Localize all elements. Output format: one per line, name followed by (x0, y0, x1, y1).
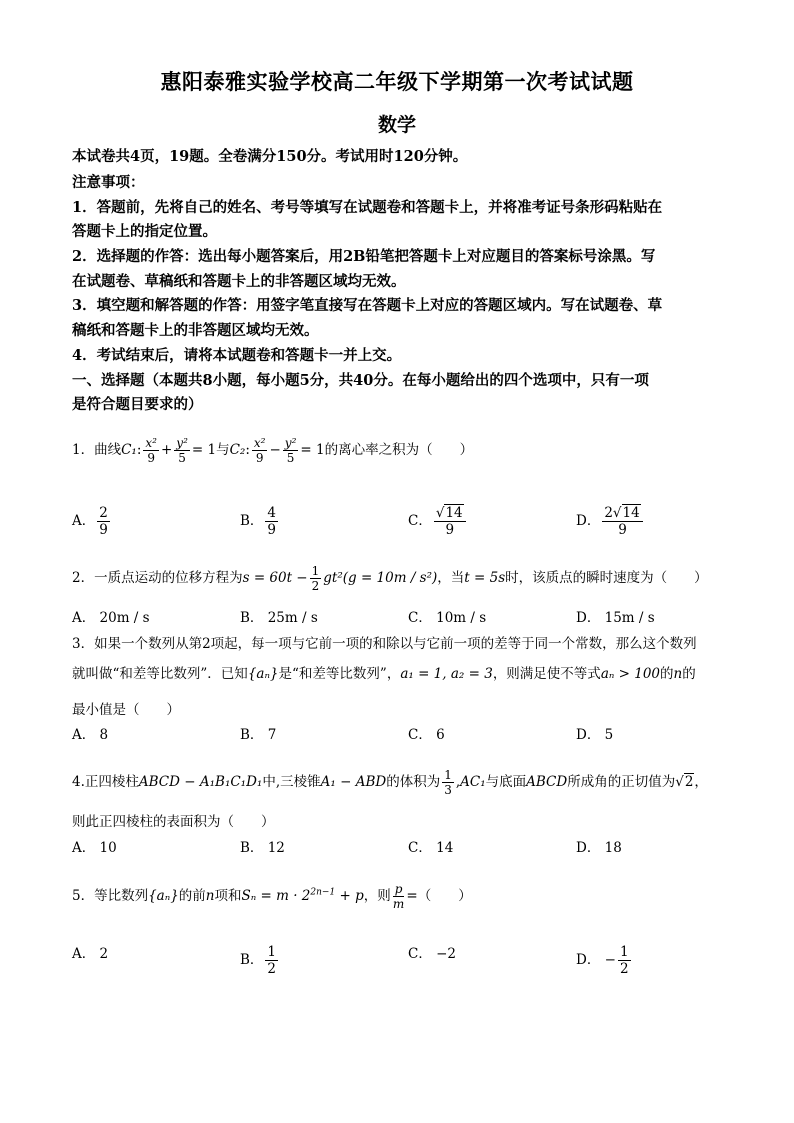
question-3-line-2: 就叫做“和差等比数列”．已知{aₙ}是“和差等比数列”，a₁ = 1, a₂ = 3，则满足使不等式aₙ > 100的n的 (72, 666, 696, 682)
q2-option-c[interactable]: C． 10m / s (408, 610, 487, 626)
note-3-line-2: 稿纸和答题卡上的非答题区域均无效。 (72, 322, 319, 339)
q2-option-d[interactable]: D． 15m / s (576, 610, 655, 626)
q5-option-c[interactable]: C． −2 (408, 946, 457, 962)
q1-fraction: $\frac{\text{y²}}{5}$ (176, 436, 188, 465)
question-4-line-2: 则此正四棱柱的表面积为（ ） (72, 814, 275, 830)
q1-fraction: $\frac{\text{y²}}{5}$ (284, 436, 297, 465)
note-3-line-1: 3．填空题和解答题的作答：用签字笔直接写在答题卡上对应的答题区域内。写在试题卷、草 (72, 297, 663, 314)
q4-option-c[interactable]: C． 14 (408, 840, 454, 856)
question-4-line-1: 4.正四棱柱ABCD − A₁B₁C₁D₁中,三棱锥A₁ − ABD的体积为 $\frac{1}{3}$ ,AC₁与底面ABCD所成角的正切值为√2， (72, 768, 708, 797)
note-2-line-2: 在试题卷、草稿纸和答题卡上的非答题区域均无效。 (72, 273, 406, 290)
q1-option-a[interactable]: A． $\frac{2}{9}$ (72, 505, 108, 538)
q5-option-b[interactable]: B． $\frac{1}{2}$ (240, 944, 277, 977)
q4-option-d[interactable]: D． 18 (576, 840, 622, 856)
q3-option-b[interactable]: B． 7 (240, 727, 277, 743)
notes-heading: 注意事项： (72, 174, 145, 191)
subject-title: 数学 (377, 114, 416, 136)
q1-fraction: $\frac{\text{x²}}{9}$ (145, 436, 157, 465)
curve-c1-label: C₁ (121, 442, 137, 458)
q1-option-d[interactable]: D． $\frac{2√14}{9}$ (576, 505, 645, 538)
section-1-heading-line-2: 是符合题目要求的） (72, 396, 203, 413)
q5-ratio-fraction: $\frac{p}{m}$ (392, 882, 405, 911)
question-1-stem: 1．曲线C₁: $\frac{\text{x²}}{9}$ + $\frac{\text{y²}}{5}$ = 1与C₂: $\frac{\text{x²}}{9}$ − $\frac{\text{y²}}{5}$ = 1的离心率之积为（ ） (72, 436, 474, 465)
section-1-heading-line-1: 一、选择题（本题共8小题，每小题5分，共40分。在每小题给出的四个选项中，只有一项 (72, 372, 649, 389)
q2-option-b[interactable]: B． 25m / s (240, 610, 318, 626)
q3-option-d[interactable]: D． 5 (576, 727, 614, 743)
note-1-line-1: 1．答题前，先将自己的姓名、考号等填写在试题卷和答题卡上，并将准考证号条形码粘贴在 (72, 199, 663, 216)
q3-option-a[interactable]: A． 8 (72, 727, 109, 743)
exam-info: 本试卷共4页，19题。全卷满分150分。考试用时120分钟。 (72, 148, 468, 165)
note-1-line-2: 答题卡上的指定位置。 (72, 223, 217, 240)
q4-volume-fraction: $\frac{1}{3}$ (444, 768, 452, 797)
q2-option-a[interactable]: A． 20m / s (72, 610, 150, 626)
q3-option-c[interactable]: C． 6 (408, 727, 445, 743)
question-5-stem: 5．等比数列{aₙ}的前n项和$S_n = m \cdot 2^{2n-1} + p$，则 $\frac{p}{m}$ =（ ） (72, 882, 472, 911)
question-3-line-3: 最小值是（ ） (72, 702, 180, 718)
q1-option-b[interactable]: B． $\frac{4}{9}$ (240, 505, 277, 538)
q4-option-a[interactable]: A． 10 (72, 840, 117, 856)
note-4: 4．考试结束后，请将本试题卷和答题卡一并上交。 (72, 347, 402, 364)
question-3-line-1: 3．如果一个数列从第2项起，每一项与它前一项的和除以与它前一项的差等于同一个常数，那么这个数列 (72, 636, 697, 652)
curve-c2-label: C₂ (229, 442, 246, 458)
q5-option-d[interactable]: D． − $\frac{1}{2}$ (576, 944, 629, 977)
exam-title: 惠阳泰雅实验学校高二年级下学期第一次考试试题 (160, 69, 634, 94)
q1-fraction: $\frac{\text{x²}}{9}$ (253, 436, 266, 465)
q2-fraction: $\frac{1}{2}$ (311, 564, 320, 593)
question-2-stem: 2．一质点运动的位移方程为s = 60t − $\frac{1}{2}$ gt²(g = 10m / s²)，当t = 5s时，该质点的瞬时速度为（ ） (72, 564, 708, 593)
q4-option-b[interactable]: B． 12 (240, 840, 285, 856)
note-2-line-1: 2．选择题的作答：选出每小题答案后，用2B铅笔把答题卡上对应题目的答案标号涂黑。写 (72, 248, 656, 265)
q1-option-c[interactable]: C． $\frac{√14}{9}$ (408, 505, 468, 538)
q5-option-a[interactable]: A． 2 (72, 946, 109, 962)
